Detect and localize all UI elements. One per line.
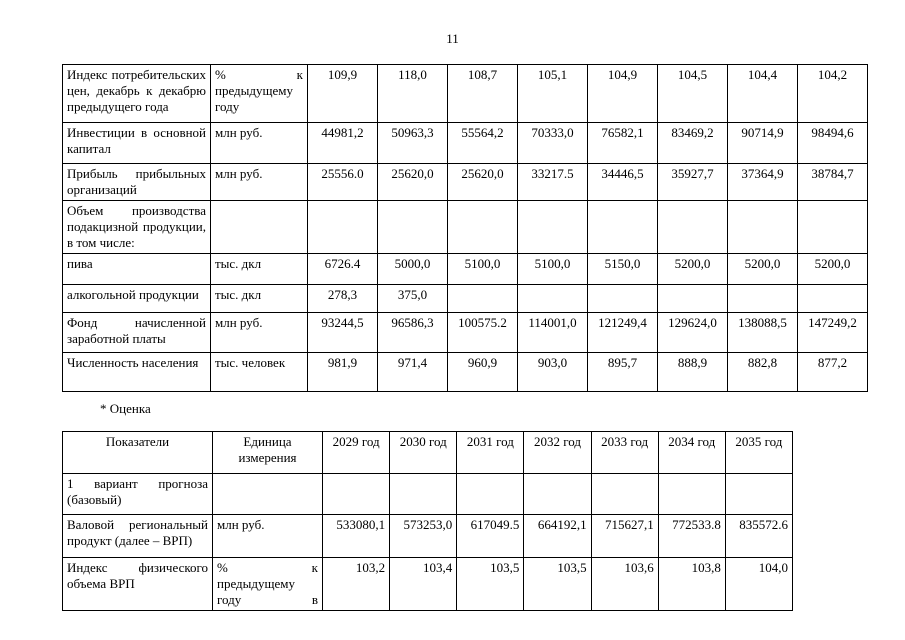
cell-value: 70333,0 [518,123,588,164]
cell-value: 104,0 [725,558,792,611]
row-label: Индекс физического объема ВРП [63,558,213,611]
row-unit: тыс. дкл [211,254,308,285]
cell-value [323,474,390,515]
cell-value [518,285,588,313]
table-row [63,558,793,611]
column-header-year: 2029 год [323,432,390,474]
table-row [63,353,868,392]
column-header-year: 2033 год [591,432,658,474]
table-row [63,164,868,201]
cell-value: 34446,5 [588,164,658,201]
cell-value [728,285,798,313]
cell-value: 6726.4 [308,254,378,285]
cell-value: 882,8 [728,353,798,392]
column-header-unit: Единица измерения [213,432,323,474]
cell-value: 375,0 [378,285,448,313]
cell-value: 83469,2 [658,123,728,164]
cell-value: 147249,2 [798,313,868,353]
cell-value: 100575.2 [448,313,518,353]
cell-value: 138088,5 [728,313,798,353]
cell-value: 103,5 [457,558,524,611]
cell-value [588,201,658,254]
cell-value: 617049.5 [457,515,524,558]
row-label: алкогольной продукции [63,285,211,313]
cell-value: 895,7 [588,353,658,392]
cell-value: 98494,6 [798,123,868,164]
cell-value: 55564,2 [448,123,518,164]
cell-value: 104,4 [728,65,798,123]
footnote-estimate: * Оценка [100,401,151,416]
row-unit: % к предыдущему году в [213,558,323,611]
cell-value: 278,3 [308,285,378,313]
row-label: Объем производства подакцизной продукции, в том числе: [63,201,211,254]
row-label: пива [63,254,211,285]
cell-value: 33217.5 [518,164,588,201]
cell-value [390,474,457,515]
cell-value: 103,8 [658,558,725,611]
cell-value [725,474,792,515]
cell-value: 103,4 [390,558,457,611]
cell-value [798,285,868,313]
cell-value: 90714,9 [728,123,798,164]
cell-value [448,285,518,313]
cell-value: 25556.0 [308,164,378,201]
column-header-year: 2035 год [725,432,792,474]
row-unit: % к предыдущему году [211,65,308,123]
cell-value: 38784,7 [798,164,868,201]
cell-value: 108,7 [448,65,518,123]
cell-value: 104,5 [658,65,728,123]
cell-value: 5150,0 [588,254,658,285]
row-label: 1 вариант прогноза (базовый) [63,474,213,515]
cell-value: 104,9 [588,65,658,123]
cell-value: 50963,3 [378,123,448,164]
table-row [63,474,793,515]
cell-value: 103,2 [323,558,390,611]
cell-value: 103,5 [524,558,591,611]
cell-value [728,201,798,254]
page-number: 11 [446,31,459,46]
column-header-indicators: Показатели [63,432,213,474]
cell-value: 25620,0 [378,164,448,201]
cell-value: 5100,0 [448,254,518,285]
cell-value [658,201,728,254]
column-header-year: 2031 год [457,432,524,474]
cell-value [448,201,518,254]
row-label: Инвестиции в основной капитал [63,123,211,164]
table-row [63,515,793,558]
cell-value: 877,2 [798,353,868,392]
cell-value [658,474,725,515]
table-row [63,254,868,285]
cell-value: 981,9 [308,353,378,392]
cell-value: 5200,0 [658,254,728,285]
cell-value: 76582,1 [588,123,658,164]
cell-value: 903,0 [518,353,588,392]
cell-value: 533080,1 [323,515,390,558]
cell-value: 715627,1 [591,515,658,558]
row-label: Валовой региональный продукт (далее – ВРП) [63,515,213,558]
row-label: Численность населения [63,353,211,392]
cell-value: 772533.8 [658,515,725,558]
column-header-year: 2030 год [390,432,457,474]
cell-value: 109,9 [308,65,378,123]
table-row [63,285,868,313]
cell-value [798,201,868,254]
cell-value: 664192,1 [524,515,591,558]
column-header-year: 2034 год [658,432,725,474]
table-row [63,123,868,164]
cell-value: 35927,7 [658,164,728,201]
cell-value: 118,0 [378,65,448,123]
cell-value [524,474,591,515]
cell-value: 93244,5 [308,313,378,353]
table-row [63,313,868,353]
row-unit: млн руб. [211,123,308,164]
cell-value [658,285,728,313]
row-unit [211,201,308,254]
row-unit: млн руб. [211,313,308,353]
row-unit: тыс. дкл [211,285,308,313]
cell-value: 44981,2 [308,123,378,164]
table-header-row [63,432,793,474]
cell-value: 96586,3 [378,313,448,353]
cell-value: 104,2 [798,65,868,123]
row-unit: млн руб. [211,164,308,201]
row-label: Прибыль прибыльных организаций [63,164,211,201]
row-unit [213,474,323,515]
cell-value: 103,6 [591,558,658,611]
cell-value: 5100,0 [518,254,588,285]
cell-value: 960,9 [448,353,518,392]
cell-value: 5200,0 [798,254,868,285]
indicators-table-continuation [62,64,868,392]
row-unit: млн руб. [213,515,323,558]
cell-value [588,285,658,313]
cell-value: 835572.6 [725,515,792,558]
cell-value: 573253,0 [390,515,457,558]
cell-value: 121249,4 [588,313,658,353]
cell-value [518,201,588,254]
cell-value [457,474,524,515]
column-header-year: 2032 год [524,432,591,474]
row-label: Индекс потребительских цен, декабрь к декабрю предыдущего года [63,65,211,123]
row-label: Фонд начисленной заработной платы [63,313,211,353]
cell-value: 129624,0 [658,313,728,353]
cell-value: 888,9 [658,353,728,392]
cell-value: 37364,9 [728,164,798,201]
cell-value: 5000,0 [378,254,448,285]
cell-value: 105,1 [518,65,588,123]
row-unit: тыс. человек [211,353,308,392]
cell-value: 971,4 [378,353,448,392]
cell-value: 25620,0 [448,164,518,201]
cell-value: 5200,0 [728,254,798,285]
forecast-table-2029-2035 [62,431,793,611]
table-row [63,201,868,254]
cell-value [308,201,378,254]
cell-value [591,474,658,515]
table-row [63,65,868,123]
cell-value: 114001,0 [518,313,588,353]
cell-value [378,201,448,254]
